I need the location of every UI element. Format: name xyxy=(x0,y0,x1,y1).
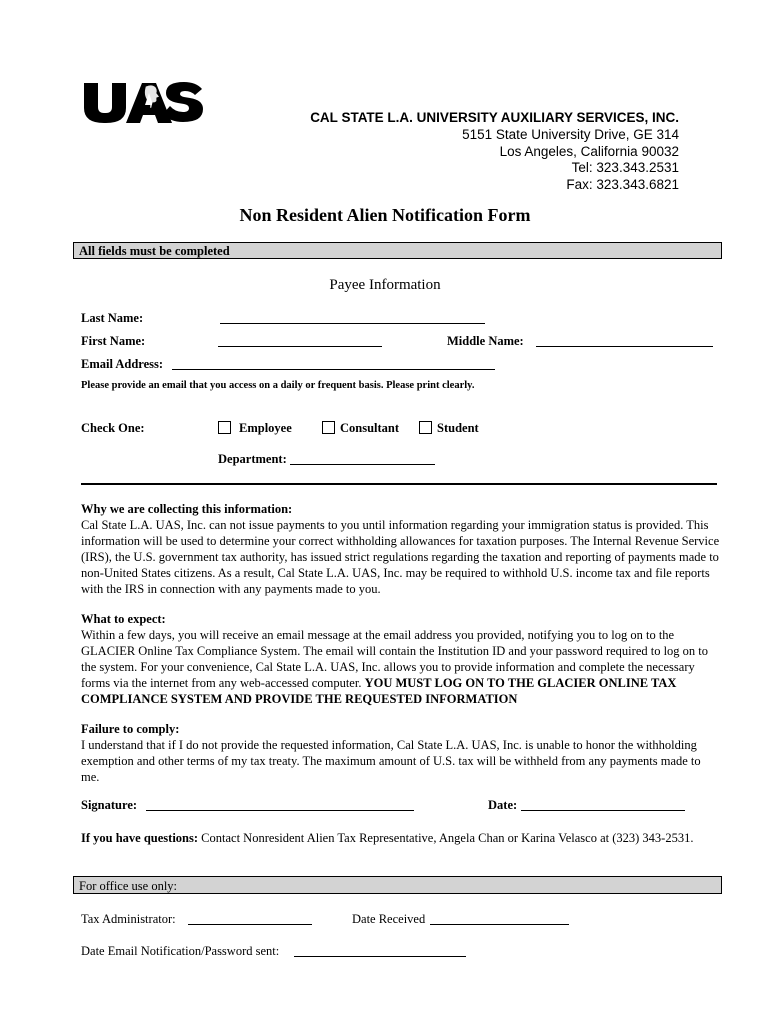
failure-heading: Failure to comply: xyxy=(81,722,180,736)
email-note: Please provide an email that you access on a daily or frequent basis. Please print clearly. xyxy=(81,380,475,391)
email-field[interactable] xyxy=(172,369,495,370)
notification-sent-label: Date Email Notification/Password sent: xyxy=(81,944,280,958)
consultant-checkbox[interactable] xyxy=(322,421,335,434)
student-checkbox[interactable] xyxy=(419,421,432,434)
date-field[interactable] xyxy=(521,810,685,811)
payee-heading: Payee Information xyxy=(329,277,441,293)
notification-sent-field[interactable] xyxy=(294,956,466,957)
why-section xyxy=(81,501,721,597)
expect-emphasis: YOU MUST LOG ON TO THE GLACIER ONLINE TAX COMPLIANCE SYSTEM AND PROVIDE THE REQUESTED INFORMATION xyxy=(81,676,677,706)
form-title: Non Resident Alien Notification Form xyxy=(239,205,531,225)
expect-heading: What to expect: xyxy=(81,612,166,626)
questions-section xyxy=(81,830,721,846)
office-use-bar: For office use only: xyxy=(73,876,722,894)
employee-option-label: Employee xyxy=(239,421,292,435)
org-fax: Fax: 323.343.6821 xyxy=(566,177,679,192)
org-address-1: 5151 State University Drive, GE 314 xyxy=(462,127,679,142)
first-name-label: First Name: xyxy=(81,334,146,348)
department-field[interactable] xyxy=(290,464,435,465)
date-received-field[interactable] xyxy=(430,924,569,925)
email-label: Email Address: xyxy=(81,357,164,371)
date-label: Date: xyxy=(488,798,518,812)
tax-admin-label: Tax Administrator: xyxy=(81,912,176,926)
questions-body: Contact Nonresident Alien Tax Representative, Angela Chan or Karina Velasco at (323) 343-2531. xyxy=(198,831,694,845)
last-name-label: Last Name: xyxy=(81,311,144,325)
consultant-option-label: Consultant xyxy=(340,421,400,435)
date-received-label: Date Received xyxy=(352,912,426,926)
failure-section xyxy=(81,721,721,785)
tax-admin-field[interactable] xyxy=(188,924,312,925)
why-heading: Why we are collecting this information: xyxy=(81,502,293,516)
signature-label: Signature: xyxy=(81,798,138,812)
middle-name-label: Middle Name: xyxy=(447,334,524,348)
org-address-2: Los Angeles, California 90032 xyxy=(499,144,679,159)
org-tel: Tel: 323.343.2531 xyxy=(571,160,679,175)
questions-label: If you have questions: xyxy=(81,831,199,845)
employee-checkbox[interactable] xyxy=(218,421,231,434)
required-fields-bar: All fields must be completed xyxy=(73,242,722,259)
student-option-label: Student xyxy=(437,421,479,435)
signature-field[interactable] xyxy=(146,810,414,811)
uas-logo xyxy=(82,80,204,124)
last-name-field[interactable] xyxy=(220,323,485,324)
expect-section xyxy=(81,611,721,707)
why-body: Cal State L.A. UAS, Inc. can not issue payments to you until information regarding your immigration status is provided. This information will be used to determine your correct withholding allowances for taxation purposes. The Internal Revenue Service (IRS), the U.S. government tax authority, has issued strict regulations regarding the taxation and reporting of payments made to non-United States citizens. As a result, Cal State L.A. UAS, Inc. may be required to withhold U.S. income tax and file reports with the IRS in connection with any payments made to you. xyxy=(81,518,720,596)
failure-body: I understand that if I do not provide the requested information, Cal State L.A. UAS, Inc. is unable to honor the withholding exemption and other terms of my tax treaty. The maximum amount of U.S. tax will be withheld from any payments made to me. xyxy=(81,738,701,784)
section-divider xyxy=(81,483,717,485)
middle-name-field[interactable] xyxy=(536,346,713,347)
check-one-label: Check One: xyxy=(81,421,145,435)
department-label: Department: xyxy=(218,452,287,466)
expect-body: Within a few days, you will receive an email message at the email address you provided, notifying you to log on to the GLACIER Online Tax Compliance System. The email will contain the Institution ID and your password required to log on to the system. For your convenience, Cal State L.A. UAS, Inc. allows you to provide information and complete the necessary forms via the internet from any web-accessed computer. xyxy=(81,628,709,690)
first-name-field[interactable] xyxy=(218,346,382,347)
org-name: CAL STATE L.A. UNIVERSITY AUXILIARY SERVICES, INC. xyxy=(310,110,679,125)
